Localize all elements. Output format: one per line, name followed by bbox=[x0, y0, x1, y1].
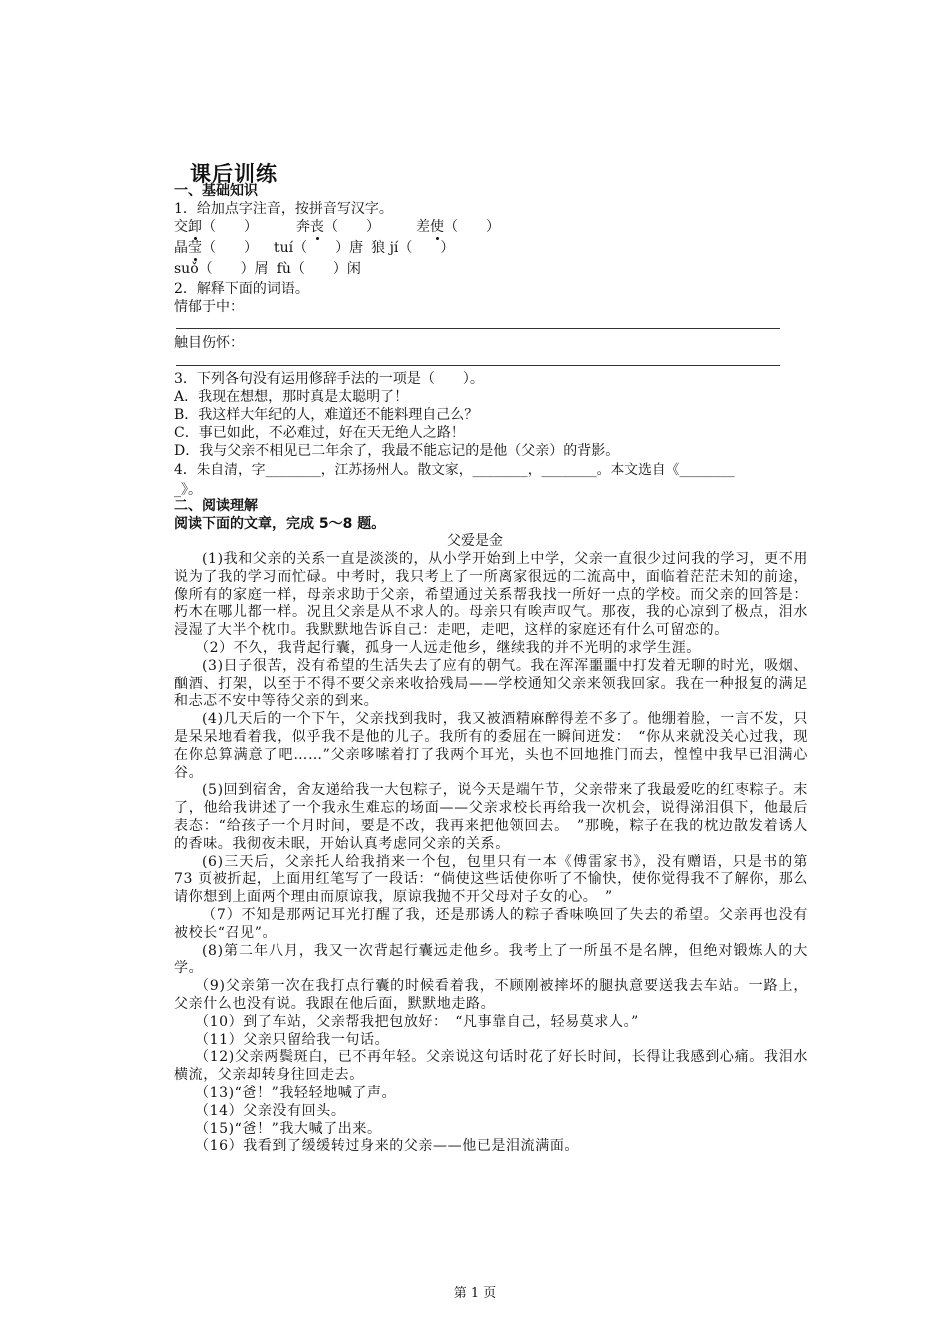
question-1-row-1: 交卸（ ） 奔丧（ ） 差使（ ） bbox=[174, 219, 500, 235]
section-reading: 二、阅读理解 bbox=[174, 498, 258, 514]
dotted-char: 使 bbox=[430, 219, 444, 235]
option-c: C．事已如此，不必难过，好在天无绝人之路！ bbox=[174, 425, 465, 441]
page-title: 课后训练 bbox=[190, 162, 278, 186]
paragraph: （2）不久，我背起行囊，孤身一人远走他乡，继续我的并不光明的求学生涯。 bbox=[195, 639, 701, 656]
paragraph: （11）父亲只留给我一句话。 bbox=[195, 1031, 390, 1048]
reading-instruction: 阅读下面的文章，完成 5～8 题。 bbox=[174, 516, 386, 532]
question-4-line-1: 4．朱自清，字________，江苏扬州人。散文家，________，________。本文选自《________ bbox=[174, 462, 735, 478]
option-b: B．我这样大年纪的人，难道还不能料理自己么？ bbox=[174, 407, 479, 423]
term-label-1: 情郁于中： bbox=[174, 299, 244, 315]
paragraph: （14）父亲没有回头。 bbox=[195, 1102, 346, 1119]
paragraph: （16）我看到了缓缓转过身来的父亲——他已是泪流满面。 bbox=[195, 1138, 580, 1155]
paragraph: (1)我和父亲的关系一直是淡淡的，从小学开始到上中学，父亲一直很少过问我的学习，更不用说为了我的学习而忙碌。中考时，我只考上了一所离家很远的二流高中，面临着茫茫未知的前途，像所有的家庭一样，母亲求助于父亲，希望通过关系帮我找一所好一点的学校。而父亲的回答是：朽木在哪儿都一样。况且父亲是从不求人的。母亲只有唉声叹气。那夜，我的心凉到了极点，泪水浸湿了大半个枕巾。我默默地告诉自己：走吧，走吧，这样的家庭还有什么可留恋的。 bbox=[174, 551, 808, 639]
question-2-stem: 2．解释下面的词语。 bbox=[174, 281, 309, 297]
paragraph: （15)“爸！”我大喊了出来。 bbox=[195, 1120, 382, 1137]
paragraph: (3)日子很苦，没有希望的生活失去了应有的朝气。我在浑浑噩噩中打发着无聊的时光，吸烟、酗酒、打架，以至于不得不要父亲来收拾残局——学校通知父亲来领我回家。我在一种报复的满足和忐忑不安中等待父亲的到来。 bbox=[174, 657, 808, 710]
paragraph: （12)父亲两鬓斑白，已不再年轻。父亲说这句话时花了好长时间，长得让我感到心痛。我泪水横流，父亲却转身往回走去。 bbox=[174, 1049, 808, 1084]
question-1-row-2: 晶莹（ ） tuí（ ）唐 狼 jí（ ） bbox=[174, 240, 455, 256]
question-4-line-2: _》。 bbox=[174, 482, 202, 498]
paragraph: （13)“爸！”我轻轻地喊了声。 bbox=[195, 1084, 397, 1101]
article-body bbox=[174, 551, 808, 1156]
paragraph: (5)回到宿舍，舍友递给我一大包粽子，说今天是端午节，父亲带来了我最爱吃的红枣粽子。末了，他给我讲述了一个我永生难忘的场面——父亲求校长再给我一次机会，说得涕泪俱下，他最后表态：“给孩子一个月时间，要是不改，我再来把他领回去。 ”那晚，粽子在我的枕边散发着诱人的香味。我彻夜未眠，开始认真考虑同父亲的关系。 bbox=[174, 782, 808, 852]
dotted-char: 丧 bbox=[310, 219, 324, 235]
paragraph: （9)父亲第一次在我打点行囊的时候看着我，不顾刚被摔坏的腿执意要送我去车站。一路上，父亲什么也没有说。我跟在他后面，默默地走路。 bbox=[174, 978, 808, 1012]
answer-line-1 bbox=[176, 328, 780, 329]
article-title: 父爱是金 bbox=[447, 533, 503, 549]
paragraph: (8)第二年八月，我又一次背起行囊远走他乡。我考上了一所虽不是名牌，但绝对锻炼人的大学。 bbox=[174, 942, 808, 977]
question-1-stem: 1．给加点字注音，按拼音写汉字。 bbox=[174, 201, 393, 217]
paragraph: （10）到了车站，父亲帮我把包放好： “凡事靠自己，轻易莫求人。” bbox=[195, 1013, 639, 1030]
option-d: D．我与父亲不相见已二年余了，我最不能忘记的是他（父亲）的背影。 bbox=[174, 443, 620, 459]
paragraph: （7）不知是那两记耳光打醒了我，还是那诱人的粽子香味唤回了失去的希望。父亲再也没有被校长“召见”。 bbox=[174, 906, 808, 941]
section-basic-knowledge: 一、基础知识 bbox=[174, 183, 258, 199]
term-label-2: 触目伤怀： bbox=[174, 335, 244, 351]
dotted-char: 卸 bbox=[188, 219, 202, 235]
question-3-stem: 3．下列各句没有运用修辞手法的一项是（ ）。 bbox=[174, 371, 484, 387]
question-1-row-3: suǒ（ ）屑 fù（ ）闲 bbox=[174, 261, 361, 277]
paragraph: (6)三天后，父亲托人给我捎来一个包，包里只有一本《傅雷家书》，没有赠语，只是书的第 73 页被折起，上面用红笔写了一段话：“倘使这些话使你听了不愉快，使你觉得我不了解你，那么请你想到上面两个理由而原谅我，原谅我抛不开父母对子女的心。 ” bbox=[174, 853, 808, 906]
option-a: A．我现在想想，那时真是太聪明了！ bbox=[174, 389, 409, 405]
page-footer: 第 1 页 bbox=[453, 1286, 497, 1301]
answer-line-2 bbox=[176, 365, 780, 366]
paragraph: (4)几天后的一个下午，父亲找到我时，我又被酒精麻醉得差不多了。他绷着脸，一言不发，只是呆呆地看着我，似乎我不是他的儿子。我所有的委屈在一瞬间迸发： “你从来就没关心过我，现在你总算满意了吧……”父亲哆嗦着打了我两个耳光，头也不回地推门而去，惶惶中我早已泪满心谷。 bbox=[174, 711, 808, 781]
dotted-char: 莹 bbox=[188, 240, 202, 256]
